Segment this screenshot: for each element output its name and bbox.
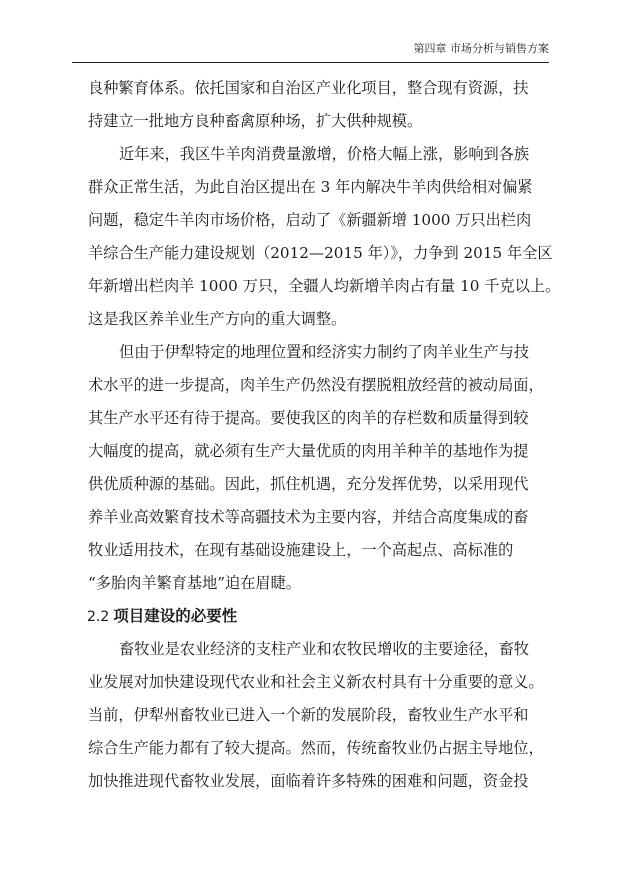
text-line: 供优质种源的基础。因此，抓住机遇，充分发挥优势，以采用现代 (88, 475, 529, 493)
header-divider (72, 62, 549, 63)
text-line: 加快推进现代畜牧业发展，面临着许多特殊的困难和问题，资金投 (88, 772, 529, 790)
text-line: 养羊业高效繁育技术等高疆技术为主要内容，并结合高度集成的畜 (88, 508, 529, 526)
section-number: 2.2 (87, 609, 110, 625)
text-line: 当前，伊犁州畜牧业已进入一个新的发展阶段，畜牧业生产水平和 (88, 706, 529, 724)
section-title: 项目建设的必要性 (113, 607, 238, 625)
text-line: 业发展对加快建设现代农业和社会主义新农村具有十分重要的意义。 (88, 673, 544, 691)
text-line: 大幅度的提高，就必须有生产大量优质的肉用羊种羊的基地作为提 (88, 442, 529, 460)
text-line: 持建立一批地方良种畜禽原种场，扩大供种规模。 (88, 112, 423, 130)
text-line: 综合生产能力都有了较大提高。然而，传统畜牧业仍占据主导地位， (88, 739, 544, 757)
text-line: 群众正常生活，为此自治区提出在 3 年内解决牛羊肉供给相对偏紧 (88, 178, 533, 196)
text-line: 这是我区养羊业生产方向的重大调整。 (88, 310, 347, 328)
text-line: 畜牧业是农业经济的支柱产业和农牧民增收的主要途径，畜牧 (119, 640, 530, 658)
text-line: 其生产水平还有待于提高。要使我区的肉羊的存栏数和质量得到较 (88, 409, 529, 427)
text-line: 牧业适用技术，在现有基础设施建设上，一个高起点、高标准的 (88, 541, 514, 559)
section-heading (87, 600, 549, 633)
running-header: 第四章 市场分析与销售方案 (413, 42, 549, 55)
text-line: 年新增出栏肉羊 1000 万只，全疆人均新增羊肉占有量 10 千克以上。 (88, 277, 561, 295)
text-line: “多胎肉羊繁育基地”迫在眉睫。 (88, 574, 301, 592)
text-line: 近年来，我区牛羊肉消费量激增，价格大幅上涨，影响到各族 (119, 145, 530, 163)
document-body (87, 72, 561, 798)
text-line: 羊综合生产能力建设规划（2012—2015 年）》，力争到 2015 年全区 (88, 244, 553, 262)
text-line: 术水平的进一步提高，肉羊生产仍然没有摆脱粗放经营的被动局面， (88, 376, 544, 394)
text-line: 良种繁育体系。依托国家和自治区产业化项目，整合现有资源，扶 (88, 79, 529, 97)
text-line: 问题，稳定牛羊肉市场价格，启动了《新疆新增 1000 万只出栏肉 (88, 211, 532, 229)
text-line: 但由于伊犁特定的地理位置和经济实力制约了肉羊业生产与技 (119, 343, 530, 361)
